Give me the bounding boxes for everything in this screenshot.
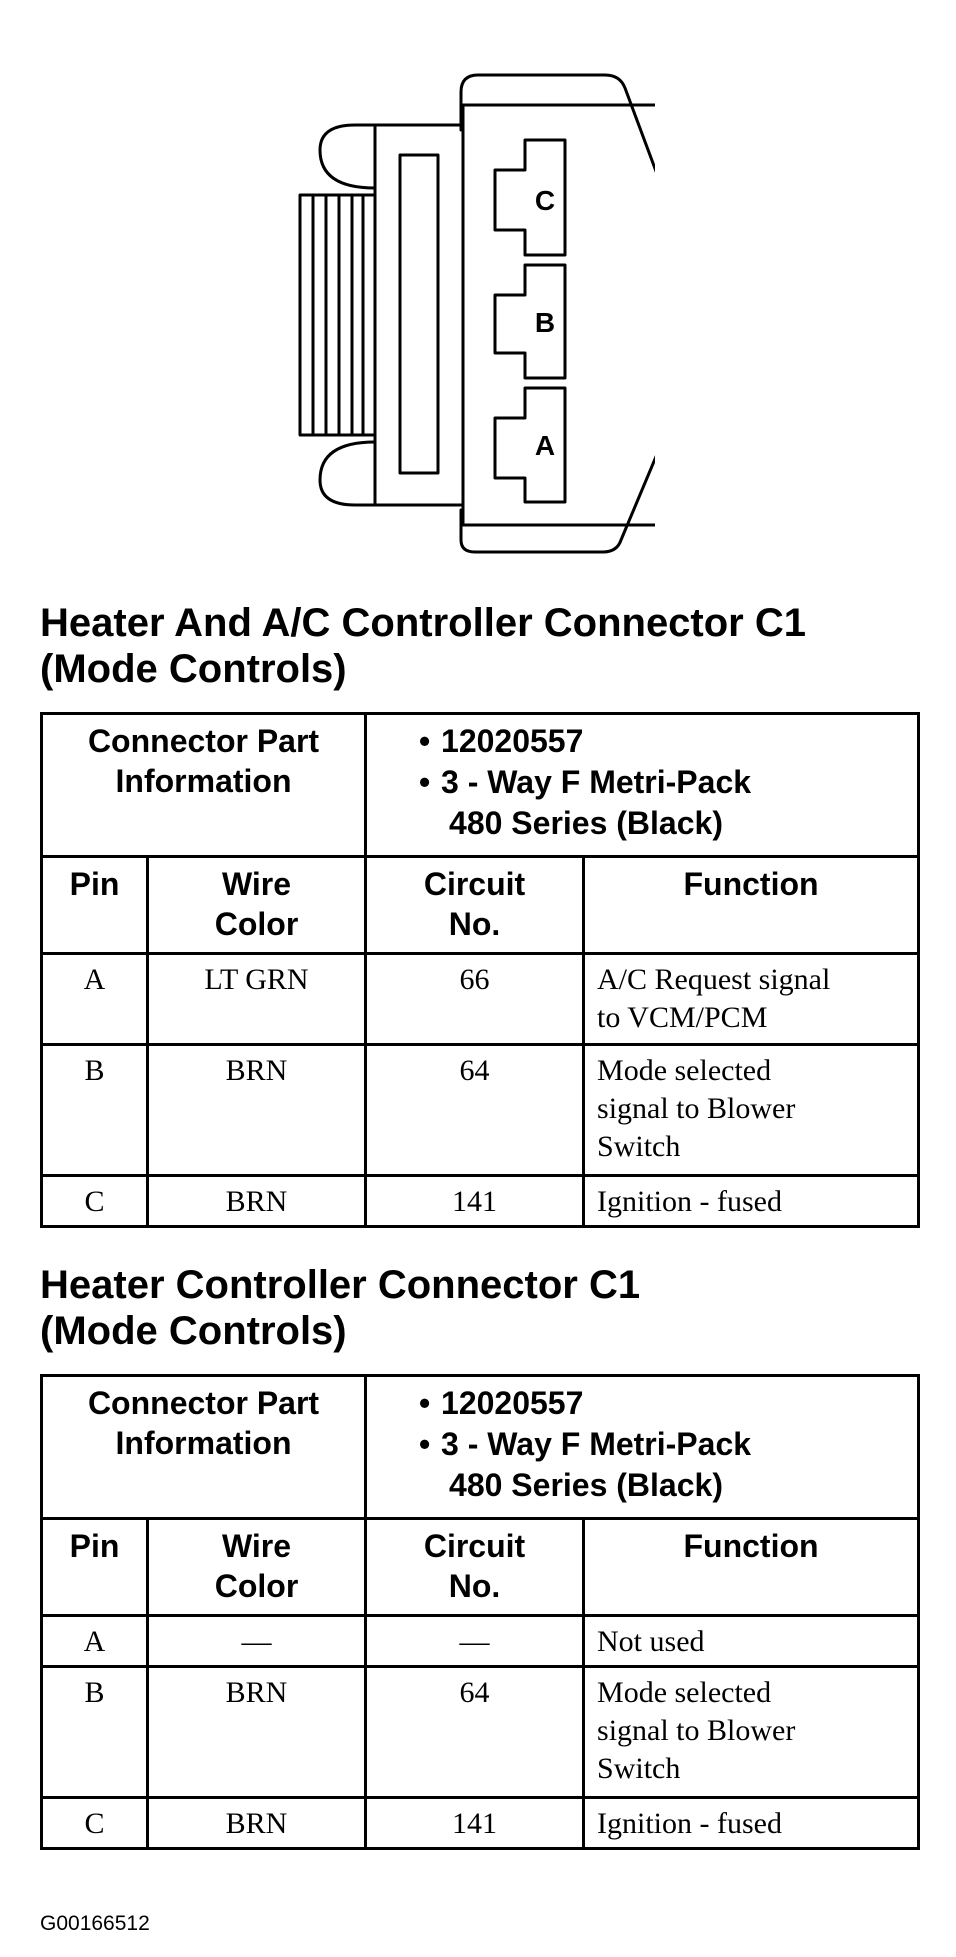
connector-series: 480 Series (Black) (449, 805, 723, 841)
circuit-cell: 141 (366, 1176, 584, 1227)
header-wire-color: Wire Color (148, 1519, 366, 1616)
table-row (42, 1667, 919, 1798)
circuit-cell: 141 (366, 1798, 584, 1849)
connector-type: • 3 - Way F Metri-Pack (419, 764, 752, 800)
part-number: • 12020557 (419, 1385, 584, 1421)
pin-label-c: C (534, 185, 556, 216)
connector-face (463, 105, 655, 525)
section-title-ac-controller: Heater And A/C Controller Connector C1 (Mode Controls) (40, 601, 806, 691)
wire-color-cell: BRN (148, 1176, 366, 1227)
wire-color-cell: — (148, 1616, 366, 1667)
connector-table-heater-controller (40, 1374, 920, 1850)
header-row (42, 1519, 919, 1616)
header-circuit: Circuit No. (366, 1519, 584, 1616)
bottom-latch (461, 428, 655, 552)
pin-cell: C (42, 1176, 148, 1227)
function-cell: Mode selected signal to Blower Switch (584, 1045, 919, 1176)
function-cell: Mode selected signal to Blower Switch (584, 1667, 919, 1798)
part-info-row (42, 1376, 919, 1519)
table-row (42, 1616, 919, 1667)
wire-color-cell: BRN (148, 1667, 366, 1798)
circuit-cell: 64 (366, 1045, 584, 1176)
function-cell: Not used (584, 1616, 919, 1667)
connector-body (375, 125, 463, 505)
connector-type: • 3 - Way F Metri-Pack (419, 1426, 752, 1462)
header-pin: Pin (42, 1519, 148, 1616)
wire-color-cell: BRN (148, 1045, 366, 1176)
pin-cell: B (42, 1045, 148, 1176)
connector-series: 480 Series (Black) (449, 1467, 723, 1503)
header-function: Function (584, 857, 919, 954)
part-info-row (42, 714, 919, 857)
pin-label-b: B (534, 307, 556, 338)
pin-cell: B (42, 1667, 148, 1798)
section-title-heater-controller: Heater Controller Connector C1 (Mode Controls) (40, 1263, 641, 1353)
table-row (42, 954, 919, 1045)
function-cell: Ignition - fused (584, 1176, 919, 1227)
pin-cell: A (42, 954, 148, 1045)
pin-cell: C (42, 1798, 148, 1849)
part-info-values (366, 1376, 919, 1519)
header-wire-color: Wire Color (148, 857, 366, 954)
part-number: • 12020557 (419, 723, 584, 759)
circuit-cell: 64 (366, 1667, 584, 1798)
table-row (42, 1798, 919, 1849)
table-row (42, 1176, 919, 1227)
pin-label-a: A (534, 430, 556, 461)
header-circuit: Circuit No. (366, 857, 584, 954)
part-info-values (366, 714, 919, 857)
part-info-label: Connector Part Information (42, 1376, 366, 1519)
figure-id: G00166512 (40, 1912, 150, 1935)
pin-cell: A (42, 1616, 148, 1667)
circuit-cell: — (366, 1616, 584, 1667)
left-ear-bottom (320, 442, 375, 505)
left-ear-top (320, 125, 375, 188)
part-info-label: Connector Part Information (42, 714, 366, 857)
header-function: Function (584, 1519, 919, 1616)
header-row (42, 857, 919, 954)
function-cell: Ignition - fused (584, 1798, 919, 1849)
table-row (42, 1045, 919, 1176)
connector-table-ac-controller (40, 712, 920, 1228)
ribbed-grip (300, 195, 375, 435)
function-cell: A/C Request signal to VCM/PCM (584, 954, 919, 1045)
wire-color-cell: LT GRN (148, 954, 366, 1045)
wire-color-cell: BRN (148, 1798, 366, 1849)
lock-slot (400, 155, 438, 473)
circuit-cell: 66 (366, 954, 584, 1045)
connector-face-diagram (295, 70, 655, 560)
header-pin: Pin (42, 857, 148, 954)
